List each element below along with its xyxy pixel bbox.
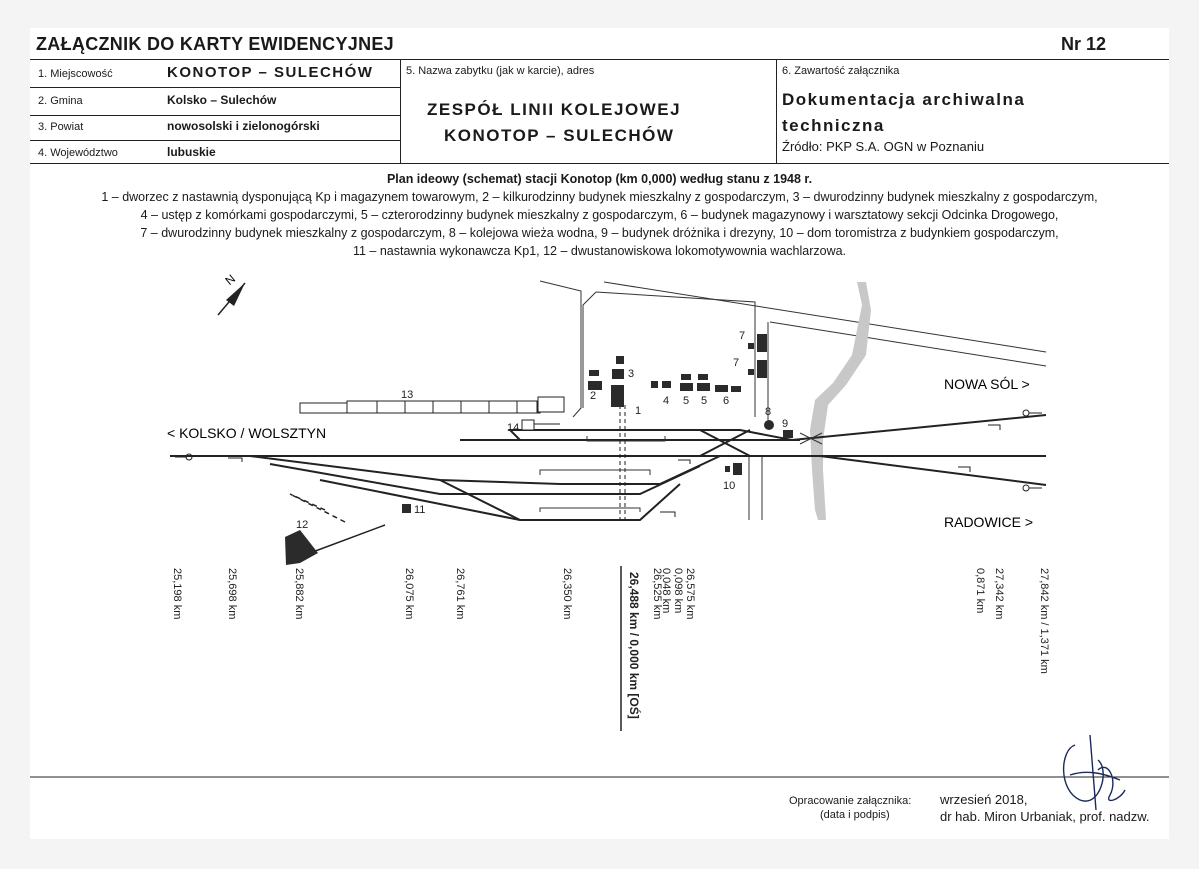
compass-letter: N	[222, 271, 239, 288]
km-marker: 0,871 km	[974, 568, 986, 614]
zabytek-label: 5. Nazwa zabytku (jak w karcie), adres	[406, 65, 595, 77]
building-11	[402, 504, 411, 513]
building-1	[611, 385, 624, 407]
building-7a-annex	[748, 343, 754, 349]
building-6a	[731, 386, 741, 392]
miejscowosc-value: KONOTOP – SULECHÓW	[167, 64, 374, 81]
building-2a	[589, 370, 599, 376]
document-number: Nr 12	[1061, 34, 1107, 54]
building-7b-annex	[748, 369, 754, 375]
km-marker-station-axis: 26,488 km / 0,000 km [OŚ]	[627, 572, 641, 719]
north-arrow-icon	[218, 272, 245, 315]
building-7a	[757, 334, 767, 352]
km-marker: 25,882 km	[293, 568, 305, 620]
water-tower-8	[764, 420, 774, 430]
km-marker: 25,198 km	[171, 568, 183, 620]
building-7b	[757, 360, 767, 378]
gmina-label: 2. Gmina	[38, 95, 83, 107]
legend-line-3: 7 – dwurodzinny budynek mieszkalny z gospodarczym, 8 – kolejowa wieża wodna, 9 – budynek dróżnika i drezyny, 10 – dom toromistrza z budynkiem gospodarczym,	[140, 226, 1059, 240]
prepared-author: dr hab. Miron Urbaniak, prof. nadzw.	[940, 809, 1150, 824]
zabytek-name-line2: KONOTOP – SULECHÓW	[444, 126, 675, 145]
km-marker: 27,342 km	[993, 568, 1005, 620]
signature	[1064, 735, 1125, 810]
label-6: 6	[723, 395, 730, 407]
km-marker: 0,098 km	[672, 568, 684, 614]
label-4: 4	[663, 395, 670, 407]
plan-title: Plan ideowy (schemat) stacji Konotop (km 0,000) według stanu z 1948 r.	[386, 172, 813, 186]
km-marker: 25,698 km	[226, 568, 238, 620]
building-5	[680, 383, 693, 391]
source-note: Źródło: PKP S.A. OGN w Poznaniu	[782, 139, 985, 154]
building-12-roundhouse	[285, 530, 318, 565]
km-marker: 26,075 km	[403, 568, 415, 620]
km-marker: 26,350 km	[561, 568, 573, 620]
km-marker: 26,575 km	[684, 568, 696, 620]
prepared-by-label: Opracowanie załącznika:	[789, 795, 912, 807]
building-10	[733, 463, 742, 475]
label-2: 2	[590, 390, 597, 402]
label-13: 13	[401, 389, 414, 401]
label-9: 9	[782, 418, 789, 430]
label-5: 5	[683, 395, 690, 407]
zabytek-name-line1: ZESPÓŁ LINII KOLEJOWEJ	[427, 100, 682, 119]
building-6	[715, 385, 728, 392]
building-10a	[725, 466, 730, 472]
document-title: ZAŁĄCZNIK DO KARTY EWIDENCYJNEJ	[36, 34, 394, 54]
platforms	[540, 436, 665, 512]
building-2	[588, 381, 602, 390]
direction-nowa-sol: NOWA SÓL >	[944, 376, 1030, 392]
building-14	[522, 420, 534, 430]
km-marker: 26,761 km	[454, 568, 466, 620]
building-3a	[616, 356, 624, 364]
direction-radowice: RADOWICE >	[944, 514, 1034, 530]
buildings	[285, 334, 793, 565]
signal-right-bottom-icon	[1023, 485, 1029, 491]
label-10: 10	[723, 480, 736, 492]
km-marker: 0,048 km	[660, 568, 672, 614]
powiat-label: 3. Powiat	[38, 121, 84, 133]
building-13-warehouse	[300, 397, 564, 413]
label-8: 8	[765, 406, 772, 418]
legend-line-2: 4 – ustęp z komórkami gospodarczymi, 5 – czterorodzinny budynek mieszkalny z gospodarczym, 6 – budynek magazynowy i warsztatowy sekcji Odcinka Drogowego,	[140, 208, 1059, 222]
legend-line-1: 1 – dworzec z nastawnią dysponującą Kp i magazynem towarowym, 2 – kilkurodzinny budynek mieszkalny z gospodarczym, 3 – dwurodzinny budynek mieszkalny z gospodarczym,	[101, 190, 1098, 204]
label-1: 1	[635, 405, 642, 417]
gmina-value: Kolsko – Sulechów	[167, 93, 277, 107]
building-4a	[651, 381, 658, 388]
prepared-by-sublabel: (data i podpis)	[820, 809, 890, 821]
wojewodztwo-value: lubuskie	[167, 145, 216, 159]
km-markers	[171, 568, 1050, 719]
signal-right-top-icon	[1023, 410, 1029, 416]
km-marker: 27,842 km / 1,371 km	[1038, 568, 1050, 674]
building-5a	[681, 374, 691, 380]
zawartosc-line2: techniczna	[782, 116, 885, 135]
miejscowosc-label: 1. Miejscowość	[38, 68, 113, 80]
legend-line-4: 11 – nastawnia wykonawcza Kp1, 12 – dwustanowiskowa lokomotywownia wachlarzowa.	[352, 244, 847, 258]
label-5b: 5	[701, 395, 708, 407]
label-3: 3	[628, 368, 635, 380]
building-9	[783, 430, 793, 438]
zawartosc-line1: Dokumentacja archiwalna	[782, 90, 1026, 109]
km-marker: 26,525 km	[651, 568, 663, 620]
direction-kolsko-wolsztyn: < KOLSKO / WOLSZTYN	[167, 425, 327, 441]
label-14: 14	[507, 422, 520, 434]
building-3	[612, 369, 624, 379]
river	[810, 282, 871, 520]
prepared-date: wrzesień 2018,	[940, 792, 1028, 807]
wojewodztwo-label: 4. Województwo	[38, 147, 118, 159]
label-12: 12	[296, 519, 309, 531]
building-4	[662, 381, 671, 388]
building-5c	[697, 383, 710, 391]
label-11: 11	[414, 504, 426, 516]
powiat-value: nowosolski i zielonogórski	[167, 119, 320, 133]
zawartosc-label: 6. Zawartość załącznika	[782, 65, 900, 77]
building-5b	[698, 374, 708, 380]
label-7b: 7	[733, 357, 740, 369]
label-7a: 7	[739, 330, 746, 342]
